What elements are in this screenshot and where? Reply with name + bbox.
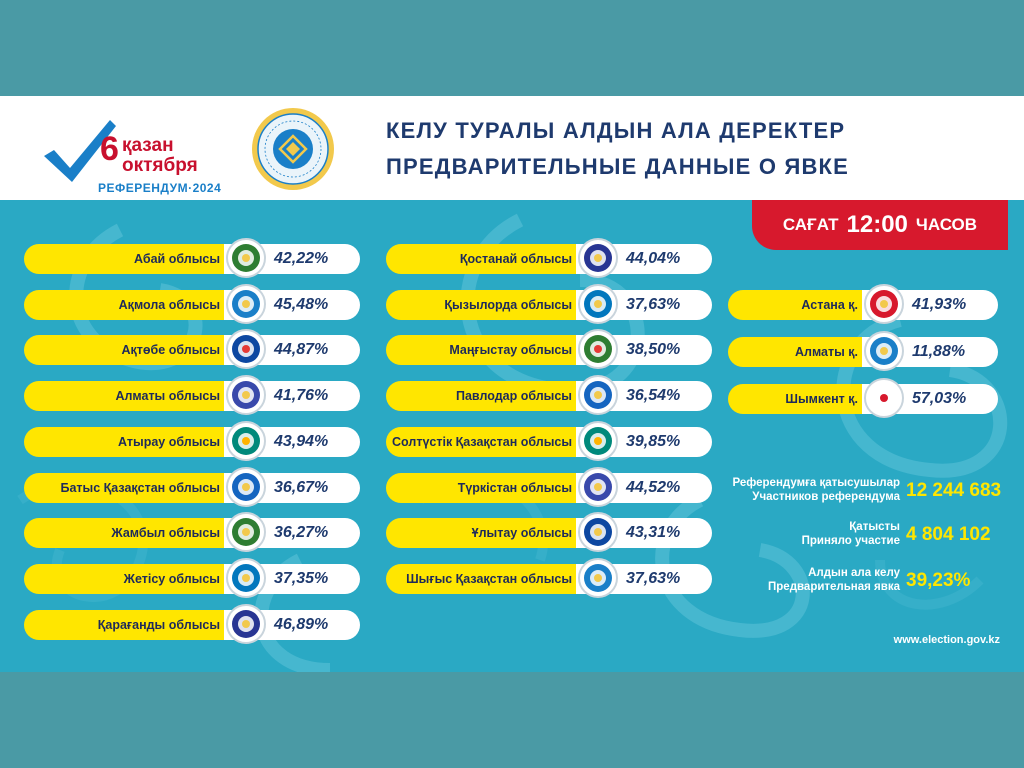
- logo-day: 6: [100, 130, 119, 168]
- region-name: Ақтөбе облысы: [121, 343, 220, 358]
- region-row: [386, 244, 712, 274]
- stat-voted: [700, 520, 1020, 560]
- region-name: Түркістан облысы: [457, 480, 572, 495]
- region-turnout-percent: 11,88%: [912, 343, 966, 360]
- region-row: [386, 518, 712, 548]
- region-row: [24, 473, 360, 503]
- region-turnout-percent: 42,22%: [274, 250, 329, 267]
- region-row: [386, 381, 712, 411]
- region-row: [728, 290, 998, 320]
- region-row: [24, 564, 360, 594]
- region-row: [386, 335, 712, 365]
- turkistan-emblem-icon: [578, 467, 618, 507]
- region-name: Қостанай облысы: [459, 252, 572, 266]
- region-turnout-percent: 44,04%: [626, 250, 681, 267]
- region-row: [24, 335, 360, 365]
- region-turnout-percent: 36,27%: [274, 524, 329, 542]
- region-name: Қызылорда облысы: [444, 297, 572, 312]
- stat-label-ru: Приняло участие: [801, 535, 900, 547]
- region-name: Жетісу облысы: [123, 571, 220, 586]
- region-row: [386, 427, 712, 457]
- kostanay-emblem-icon: [578, 238, 618, 278]
- almaty-city-emblem-icon: [864, 331, 904, 371]
- zhetisu-emblem-icon: [226, 558, 266, 598]
- stat-participants: [700, 476, 1020, 516]
- region-turnout-percent: 41,76%: [274, 387, 329, 405]
- region-turnout-percent: 46,89%: [274, 615, 329, 633]
- region-row: [24, 427, 360, 457]
- kyzylorda-emblem-icon: [578, 284, 618, 324]
- region-turnout-percent: 37,35%: [274, 569, 329, 587]
- time-badge: [752, 200, 1008, 250]
- region-turnout-percent: 43,31%: [626, 524, 681, 542]
- website-link[interactable]: www.election.gov.kz: [893, 634, 1000, 646]
- ulytau-emblem-icon: [578, 512, 618, 552]
- east-kazakhstan-emblem-icon: [578, 558, 618, 598]
- aqmola-emblem-icon: [226, 284, 266, 324]
- pavlodar-emblem-icon: [578, 375, 618, 415]
- region-name: Жамбыл облысы: [111, 526, 220, 541]
- region-turnout-percent: 37,63%: [626, 569, 681, 587]
- region-name: Астана қ.: [801, 298, 858, 312]
- region-turnout-percent: 44,87%: [274, 341, 329, 359]
- region-turnout-percent: 43,94%: [274, 432, 329, 450]
- bottom-frame: [0, 672, 1024, 768]
- time-value: 12:00: [846, 211, 908, 238]
- stat-label-kz: Қатысты: [849, 521, 900, 533]
- region-turnout-percent: 57,03%: [912, 390, 967, 407]
- abai-emblem-icon: [226, 238, 266, 278]
- region-name: Ақмола облысы: [118, 297, 220, 312]
- region-turnout-percent: 36,67%: [274, 478, 329, 496]
- region-row: [24, 381, 360, 411]
- atyrau-emblem-icon: [226, 421, 266, 461]
- stat-turnout: [700, 566, 1020, 606]
- stat-label-kz: Алдын ала келу: [808, 567, 900, 579]
- referendum-logo: [40, 116, 230, 195]
- region-name: Ұлытау облысы: [471, 526, 572, 541]
- region-name: Алматы қ.: [794, 345, 858, 359]
- region-turnout-percent: 41,93%: [912, 296, 967, 313]
- commission-seal-icon: [250, 106, 336, 192]
- region-name: Атырау облысы: [118, 434, 220, 449]
- region-row: [24, 290, 360, 320]
- region-row: [386, 564, 712, 594]
- logo-line-2: октября: [122, 155, 198, 176]
- region-name: Батыс Қазақстан облысы: [60, 480, 220, 495]
- astana-emblem-icon: [864, 284, 904, 324]
- header: [0, 96, 1024, 200]
- results-panel: [0, 200, 1024, 672]
- stat-label-kz: Референдумға қатысушылар: [732, 477, 900, 489]
- title-kazakh: КЕЛУ ТУРАЛЫ АЛДЫН АЛА ДЕРЕКТЕР: [386, 118, 846, 143]
- karaganda-emblem-icon: [226, 604, 266, 644]
- region-turnout-percent: 37,63%: [626, 295, 681, 313]
- logo-line-3: РЕФЕРЕНДУМ·2024: [98, 181, 222, 195]
- region-name: Маңғыстау облысы: [449, 343, 572, 358]
- stat-value: 39,23%: [906, 570, 971, 591]
- region-row: [386, 473, 712, 503]
- stat-value: 4 804 102: [906, 524, 991, 545]
- region-name: Солтүстік Қазақстан облысы: [392, 434, 572, 449]
- region-row: [386, 290, 712, 320]
- region-name: Алматы облысы: [115, 389, 220, 404]
- region-turnout-percent: 36,54%: [626, 387, 681, 405]
- region-row: [728, 384, 998, 414]
- top-frame: [0, 0, 1024, 96]
- region-turnout-percent: 45,48%: [274, 295, 329, 313]
- region-row: [728, 337, 998, 367]
- almaty-region-emblem-icon: [226, 375, 266, 415]
- stat-label-ru: Участников референдума: [752, 491, 900, 503]
- north-kazakhstan-emblem-icon: [578, 421, 618, 461]
- shymkent-emblem-icon: [864, 378, 904, 418]
- title-russian: ПРЕДВАРИТЕЛЬНЫЕ ДАННЫЕ О ЯВКЕ: [386, 154, 850, 179]
- region-name: Қарағанды облысы: [97, 617, 220, 632]
- region-turnout-percent: 38,50%: [626, 341, 681, 359]
- zhambyl-emblem-icon: [226, 512, 266, 552]
- region-row: [24, 518, 360, 548]
- region-row: [24, 244, 360, 274]
- region-turnout-percent: 44,52%: [626, 478, 681, 496]
- time-word-kz: САҒАТ: [782, 215, 839, 234]
- time-word-ru: ЧАСОВ: [915, 215, 978, 234]
- region-turnout-percent: 39,85%: [626, 432, 681, 450]
- region-name: Шымкент қ.: [785, 392, 858, 406]
- page-title: [386, 120, 986, 178]
- stat-value: 12 244 683: [906, 480, 1002, 501]
- logo-line-1: қазан: [122, 135, 174, 156]
- region-row: [24, 610, 360, 640]
- stat-label-ru: Предварительная явка: [768, 581, 900, 593]
- region-name: Шығыс Қазақстан облысы: [406, 571, 572, 586]
- west-kazakhstan-emblem-icon: [226, 467, 266, 507]
- region-name: Павлодар облысы: [456, 389, 572, 404]
- region-name: Абай облысы: [134, 252, 220, 266]
